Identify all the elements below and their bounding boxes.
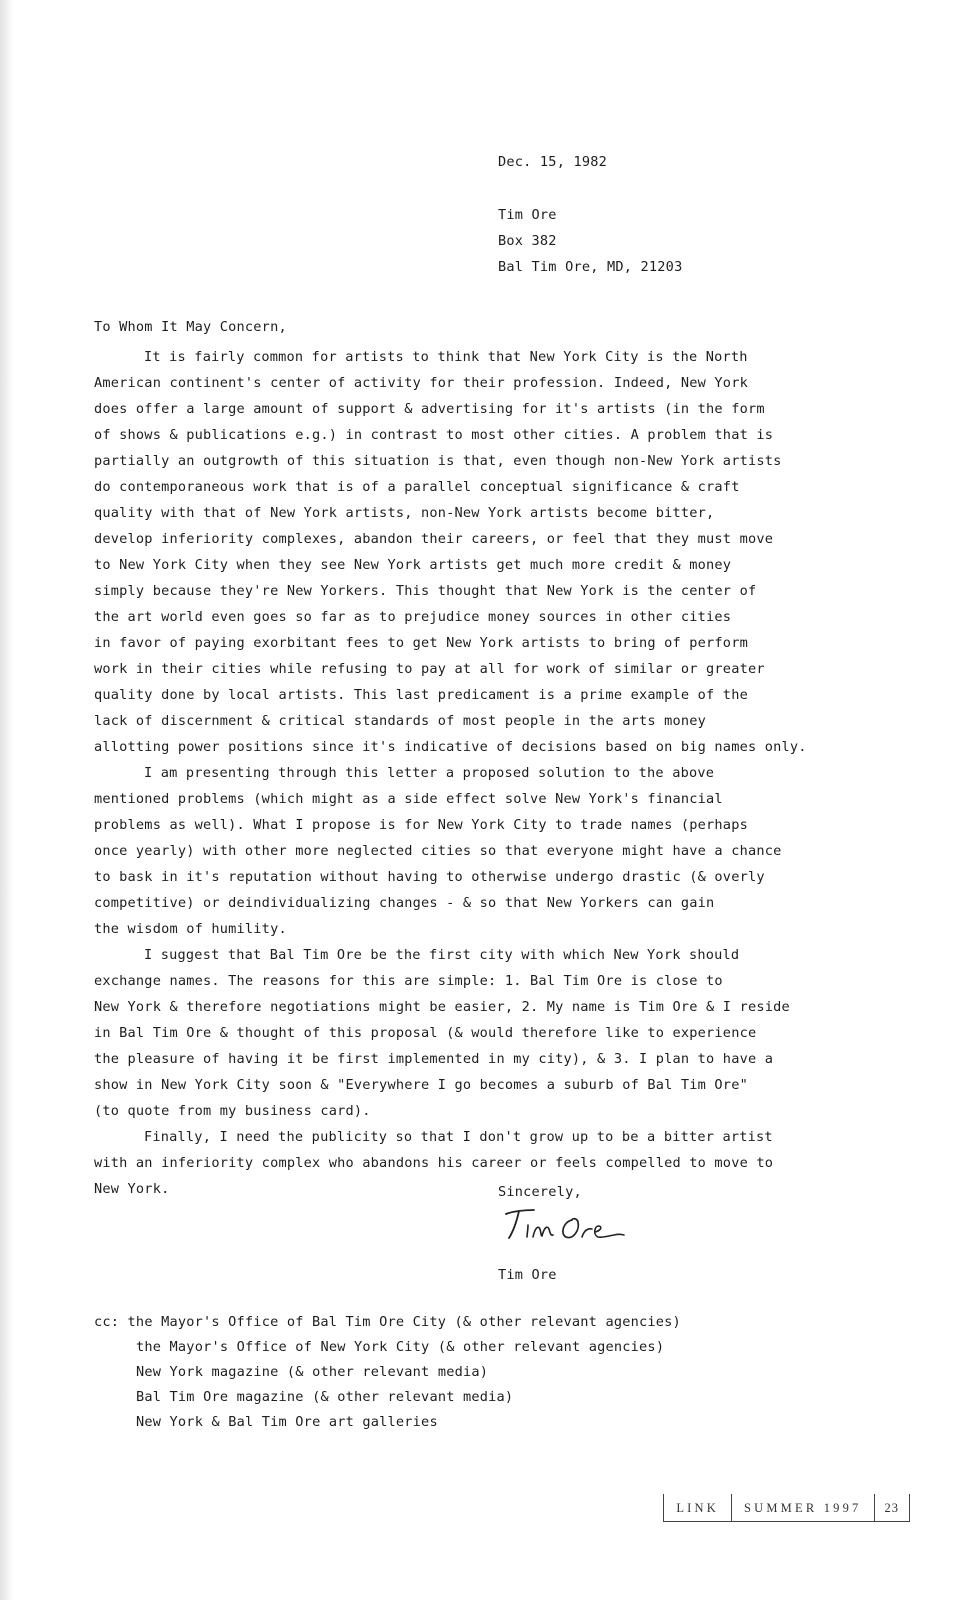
body-line: in favor of paying exorbitant fees to get New York artists to bring of perform <box>94 635 748 651</box>
body-line: of shows & publications e.g.) in contrast to most other cities. A problem that is <box>94 427 774 443</box>
letter-date: Dec. 15, 1982 <box>498 154 607 170</box>
footer-publication: LINK <box>663 1494 731 1522</box>
body-line: in Bal Tim Ore & thought of this proposal (& would therefore like to experience <box>94 1025 757 1041</box>
body-line: the wisdom of humility. <box>94 921 287 937</box>
cc-recipient: the Mayor's Office of New York City (& other relevant agencies) <box>136 1339 665 1355</box>
footer-issue: SUMMER 1997 <box>731 1494 874 1522</box>
signed-name: Tim Ore <box>498 1267 557 1283</box>
cc-first-row <box>94 1310 681 1335</box>
body-line: with an inferiority complex who abandons his career or feels compelled to move to <box>94 1155 774 1171</box>
handwritten-signature <box>500 1200 630 1250</box>
footer-rule <box>663 1521 910 1522</box>
body-line: does offer a large amount of support & advertising for it's artists (in the form <box>94 401 765 417</box>
cc-recipient: Bal Tim Ore magazine (& other relevant media) <box>136 1389 514 1405</box>
cc-list <box>94 1310 681 1435</box>
body-line: New York & therefore negotiations might be easier, 2. My name is Tim Ore & I reside <box>94 999 790 1015</box>
body-line: exchange names. The reasons for this are simple: 1. Bal Tim Ore is close to <box>94 973 723 989</box>
body-line: the pleasure of having it be first implemented in my city), & 3. I plan to have a <box>94 1051 774 1067</box>
body-line: problems as well). What I propose is for New York City to trade names (perhaps <box>94 817 748 833</box>
body-line: partially an outgrowth of this situation is that, even though non-New York artists <box>94 453 782 469</box>
cc-recipient: the Mayor's Office of Bal Tim Ore City (& other relevant agencies) <box>127 1314 681 1330</box>
body-line: show in New York City soon & "Everywhere I go becomes a suburb of Bal Tim Ore" <box>94 1077 748 1093</box>
body-line: quality done by local artists. This last predicament is a prime example of the <box>94 687 748 703</box>
closing: Sincerely, <box>498 1184 582 1200</box>
body-line: lack of discernment & critical standards of most people in the arts money <box>94 713 707 729</box>
sender-box: Box 382 <box>498 233 557 249</box>
body-line: New York. <box>94 1181 170 1197</box>
cc-recipient: New York magazine (& other relevant media) <box>136 1364 489 1380</box>
page-footer <box>663 1494 910 1522</box>
letter-body <box>94 344 894 1202</box>
cc-label: cc: <box>94 1314 120 1330</box>
body-line: American continent's center of activity for their profession. Indeed, New York <box>94 375 748 391</box>
body-line: competitive) or deindividualizing changes - & so that New Yorkers can gain <box>94 895 715 911</box>
sender-city: Bal Tim Ore, MD, 21203 <box>498 259 683 275</box>
body-line: the art world even goes so far as to prejudice money sources in other cities <box>94 609 732 625</box>
body-line: simply because they're New Yorkers. This thought that New York is the center of <box>94 583 757 599</box>
body-line: I am presenting through this letter a proposed solution to the above <box>144 765 715 781</box>
body-line: (to quote from my business card). <box>94 1103 371 1119</box>
body-line: to bask in it's reputation without having to otherwise undergo drastic (& overly <box>94 869 765 885</box>
body-line: once yearly) with other more neglected cities so that everyone might have a chance <box>94 843 782 859</box>
body-line: develop inferiority complexes, abandon their careers, or feel that they must move <box>94 531 774 547</box>
salutation: To Whom It May Concern, <box>94 319 287 335</box>
body-line: do contemporaneous work that is of a parallel conceptual significance & craft <box>94 479 740 495</box>
body-line: mentioned problems (which might as a side effect solve New York's financial <box>94 791 723 807</box>
body-line: Finally, I need the publicity so that I don't grow up to be a bitter artist <box>144 1129 773 1145</box>
sender-name: Tim Ore <box>498 207 557 223</box>
body-line: quality with that of New York artists, non-New York artists become bitter, <box>94 505 715 521</box>
body-line: work in their cities while refusing to pay at all for work of similar or greater <box>94 661 765 677</box>
body-line: to New York City when they see New York artists get much more credit & money <box>94 557 732 573</box>
cc-recipient: New York & Bal Tim Ore art galleries <box>136 1414 438 1430</box>
body-line: allotting power positions since it's indicative of decisions based on big names only. <box>94 739 807 755</box>
footer-page-number: 23 <box>874 1494 911 1522</box>
body-line: I suggest that Bal Tim Ore be the first city with which New York should <box>144 947 740 963</box>
body-line: It is fairly common for artists to think that New York City is the North <box>144 349 748 365</box>
